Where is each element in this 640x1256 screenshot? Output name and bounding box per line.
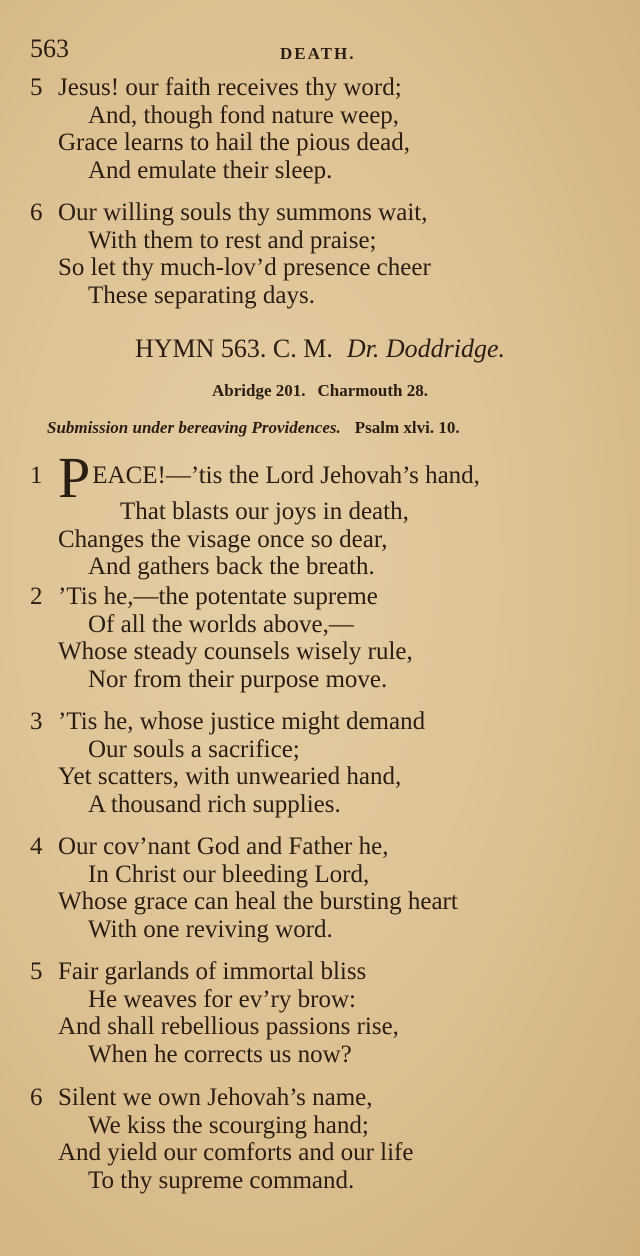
verse-line: To thy supreme command. <box>88 1166 355 1194</box>
verse-line: Yet scatters, with unwearied hand, <box>58 763 402 790</box>
stanza-number: 6 <box>30 1084 43 1111</box>
verse-line: And emulate their sleep. <box>88 156 333 184</box>
verse-line: Grace learns to hail the pious dead, <box>58 129 410 156</box>
tune-name: Abridge 201. <box>211 381 306 400</box>
verse-line: With them to rest and praise; <box>88 226 377 254</box>
hymn-author: Dr. Doddridge. <box>346 334 506 363</box>
verse-line: Our cov’nant God and Father he, <box>58 833 389 860</box>
verse-line: A thousand rich supplies. <box>88 790 341 818</box>
verse-line: Our souls a sacrifice; <box>88 735 300 763</box>
page-number: 563 <box>30 34 69 63</box>
verse-line: That blasts our joys in death, <box>120 498 409 525</box>
running-head: DEATH. <box>280 44 356 63</box>
stanza <box>30 583 620 693</box>
verse-line: These separating days. <box>88 281 316 309</box>
tune-name: Charmouth 28. <box>317 381 428 400</box>
scripture-reference: Psalm xlvi. 10. <box>354 418 460 437</box>
stanza-number: 3 <box>30 708 43 735</box>
verse-line: And yield our comforts and our life <box>58 1139 414 1166</box>
verse-line: And, though fond nature weep, <box>88 101 400 129</box>
stanza-number: 1 <box>30 462 43 489</box>
tune-references <box>0 381 640 401</box>
verse-line: Silent we own Jehovah’s name, <box>58 1084 373 1111</box>
verse-line: Nor from their purpose move. <box>88 665 388 693</box>
stanza <box>30 708 620 818</box>
verse-line: Changes the visage once so dear, <box>58 525 388 553</box>
stanza-number: 5 <box>30 958 43 985</box>
verse-line: With one reviving word. <box>88 915 333 943</box>
verse-line: When he corrects us now? <box>88 1040 352 1068</box>
prev-stanza <box>30 74 620 184</box>
prev-stanza <box>30 199 620 309</box>
verse-line: EACE!—’tis the Lord Jehovah’s hand, <box>92 462 480 489</box>
verse-line: Our willing souls thy summons wait, <box>58 199 428 226</box>
hymn-title <box>0 334 640 364</box>
verse-line: In Christ our bleeding Lord, <box>88 860 370 888</box>
stanza-number: 4 <box>30 833 43 860</box>
verse-line: ’Tis he,—the potentate supreme <box>58 583 378 610</box>
stanza <box>30 958 620 1068</box>
stanza <box>30 833 620 943</box>
verse-line: ’Tis he, whose justice might demand <box>58 708 426 735</box>
verse-line: He weaves for ev’ry brow: <box>88 985 356 1013</box>
stanza-number: 2 <box>30 583 43 610</box>
hymn-subject: Submission under bereaving Providences. <box>47 418 341 437</box>
drop-cap: P <box>58 445 91 510</box>
stanza <box>30 1084 620 1194</box>
hymn-subject-line <box>47 418 460 438</box>
verse-line: Whose steady counsels wisely rule, <box>58 638 413 665</box>
stanza-number: 5 <box>30 74 43 101</box>
stanza <box>30 445 620 581</box>
hymn-number-meter: HYMN 563. C. M. <box>134 334 333 363</box>
verse-line: Whose grace can heal the bursting heart <box>58 888 458 915</box>
verse-line: And gathers back the breath. <box>88 553 375 580</box>
verse-line: Fair garlands of immortal bliss <box>58 958 367 985</box>
stanza-number: 6 <box>30 199 43 226</box>
page-header <box>30 34 610 70</box>
verse-line: And shall rebellious passions rise, <box>58 1013 399 1040</box>
verse-line: So let thy much-lov’d presence cheer <box>58 254 431 281</box>
verse-line: We kiss the scourging hand; <box>88 1111 369 1139</box>
verse-line: Jesus! our faith receives thy word; <box>58 74 402 101</box>
verse-line: Of all the worlds above,— <box>88 610 354 638</box>
